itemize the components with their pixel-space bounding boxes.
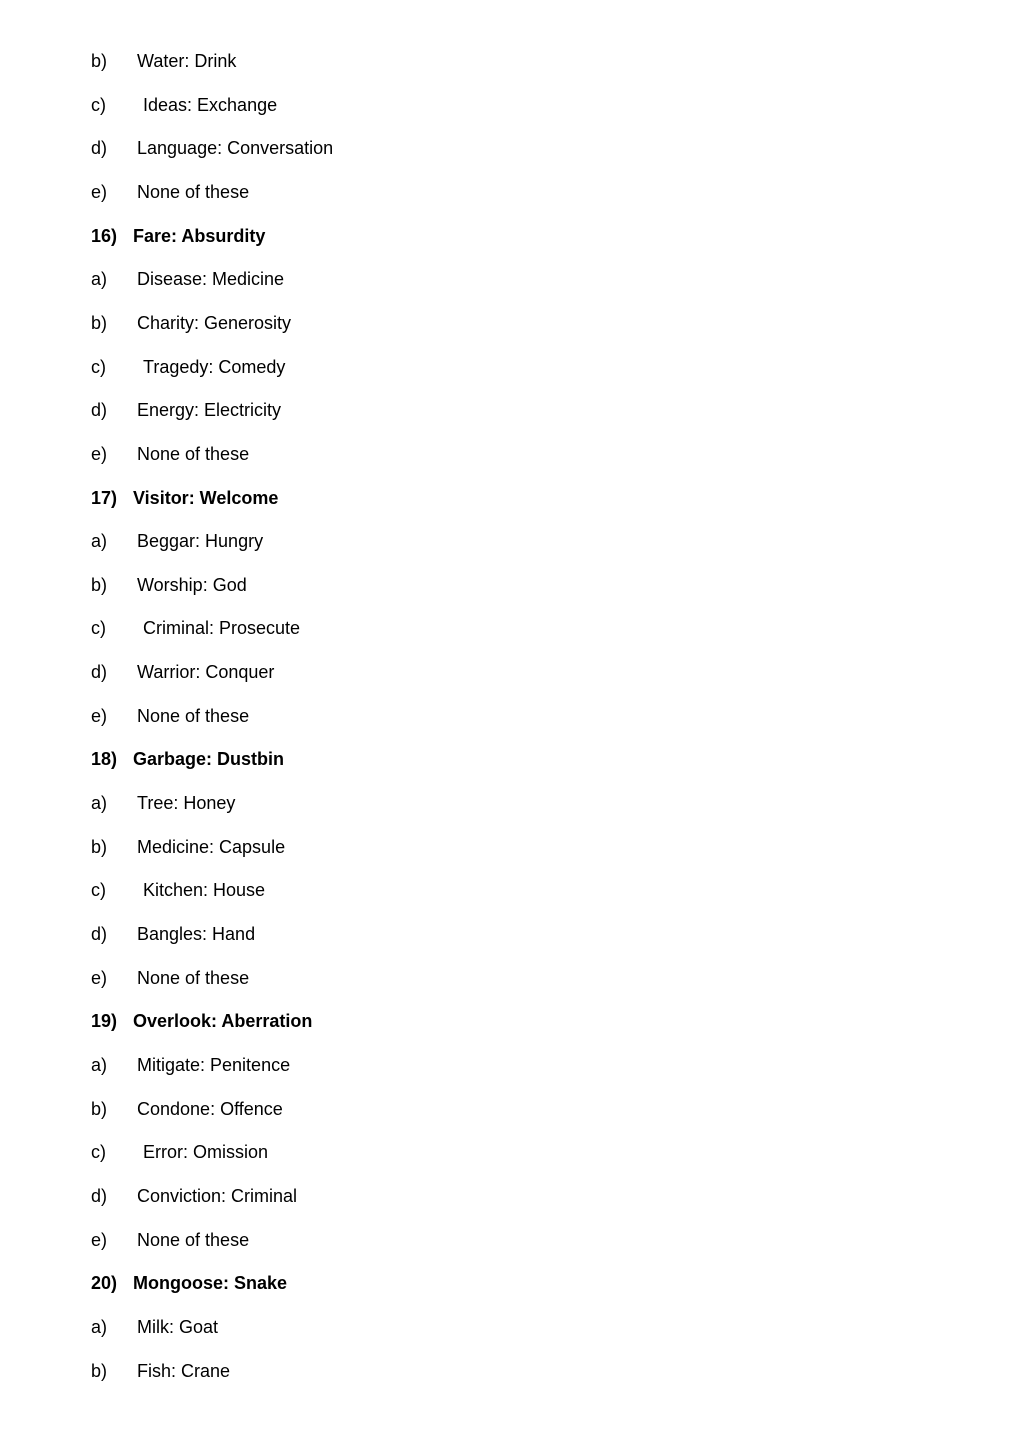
option-letter: e)	[91, 444, 108, 464]
option-letter: e)	[91, 968, 108, 988]
option-text: None of these	[137, 706, 250, 726]
option-text: Charity: Generosity	[137, 313, 292, 333]
option-text: Milk: Goat	[137, 1317, 219, 1337]
option-text: Warrior: Conquer	[137, 662, 275, 682]
option-letter: b)	[91, 575, 108, 595]
question-number: 16)	[91, 226, 118, 246]
option-letter: c)	[91, 618, 106, 638]
option-letter: d)	[91, 138, 108, 158]
option-text: Worship: God	[137, 575, 247, 595]
option-text: Criminal: Prosecute	[143, 618, 301, 638]
option-text: Beggar: Hungry	[137, 531, 264, 551]
option-text: Conviction: Criminal	[137, 1186, 298, 1206]
option-letter: e)	[91, 1230, 108, 1250]
option-text: Ideas: Exchange	[143, 95, 278, 115]
option-letter: a)	[91, 793, 108, 813]
option-letter: b)	[91, 1361, 108, 1381]
option-text: Language: Conversation	[137, 138, 334, 158]
option-letter: b)	[91, 1099, 108, 1119]
option-letter: d)	[91, 924, 108, 944]
question-number: 20)	[91, 1273, 118, 1293]
option-text: Energy: Electricity	[137, 400, 282, 420]
question-number: 17)	[91, 488, 118, 508]
option-text: Water: Drink	[137, 51, 237, 71]
option-letter: c)	[91, 1142, 106, 1162]
question-text: Overlook: Aberration	[133, 1011, 313, 1031]
option-letter: c)	[91, 95, 106, 115]
option-letter: a)	[91, 1055, 108, 1075]
option-letter: e)	[91, 182, 108, 202]
option-text: Mitigate: Penitence	[137, 1055, 291, 1075]
option-text: Tree: Honey	[137, 793, 236, 813]
question-text: Mongoose: Snake	[133, 1273, 288, 1293]
option-text: None of these	[137, 968, 250, 988]
question-number: 19)	[91, 1011, 118, 1031]
option-letter: a)	[91, 531, 108, 551]
option-text: Medicine: Capsule	[137, 837, 286, 857]
option-letter: d)	[91, 400, 108, 420]
option-letter: a)	[91, 269, 108, 289]
question-text: Garbage: Dustbin	[133, 749, 285, 769]
option-letter: d)	[91, 662, 108, 682]
option-letter: b)	[91, 837, 108, 857]
option-text: None of these	[137, 182, 250, 202]
question-number: 18)	[91, 749, 118, 769]
option-letter: b)	[91, 313, 108, 333]
option-text: Disease: Medicine	[137, 269, 285, 289]
option-text: Kitchen: House	[143, 880, 266, 900]
option-text: Condone: Offence	[137, 1099, 283, 1119]
option-text: Tragedy: Comedy	[143, 357, 286, 377]
option-text: None of these	[137, 1230, 250, 1250]
option-text: Bangles: Hand	[137, 924, 256, 944]
option-letter: b)	[91, 51, 108, 71]
question-text: Visitor: Welcome	[133, 488, 279, 508]
option-text: Error: Omission	[143, 1142, 269, 1162]
option-letter: a)	[91, 1317, 108, 1337]
option-letter: e)	[91, 706, 108, 726]
option-text: None of these	[137, 444, 250, 464]
option-letter: d)	[91, 1186, 108, 1206]
option-text: Fish: Crane	[137, 1361, 231, 1381]
option-letter: c)	[91, 357, 106, 377]
question-text: Fare: Absurdity	[133, 226, 266, 246]
option-letter: c)	[91, 880, 106, 900]
